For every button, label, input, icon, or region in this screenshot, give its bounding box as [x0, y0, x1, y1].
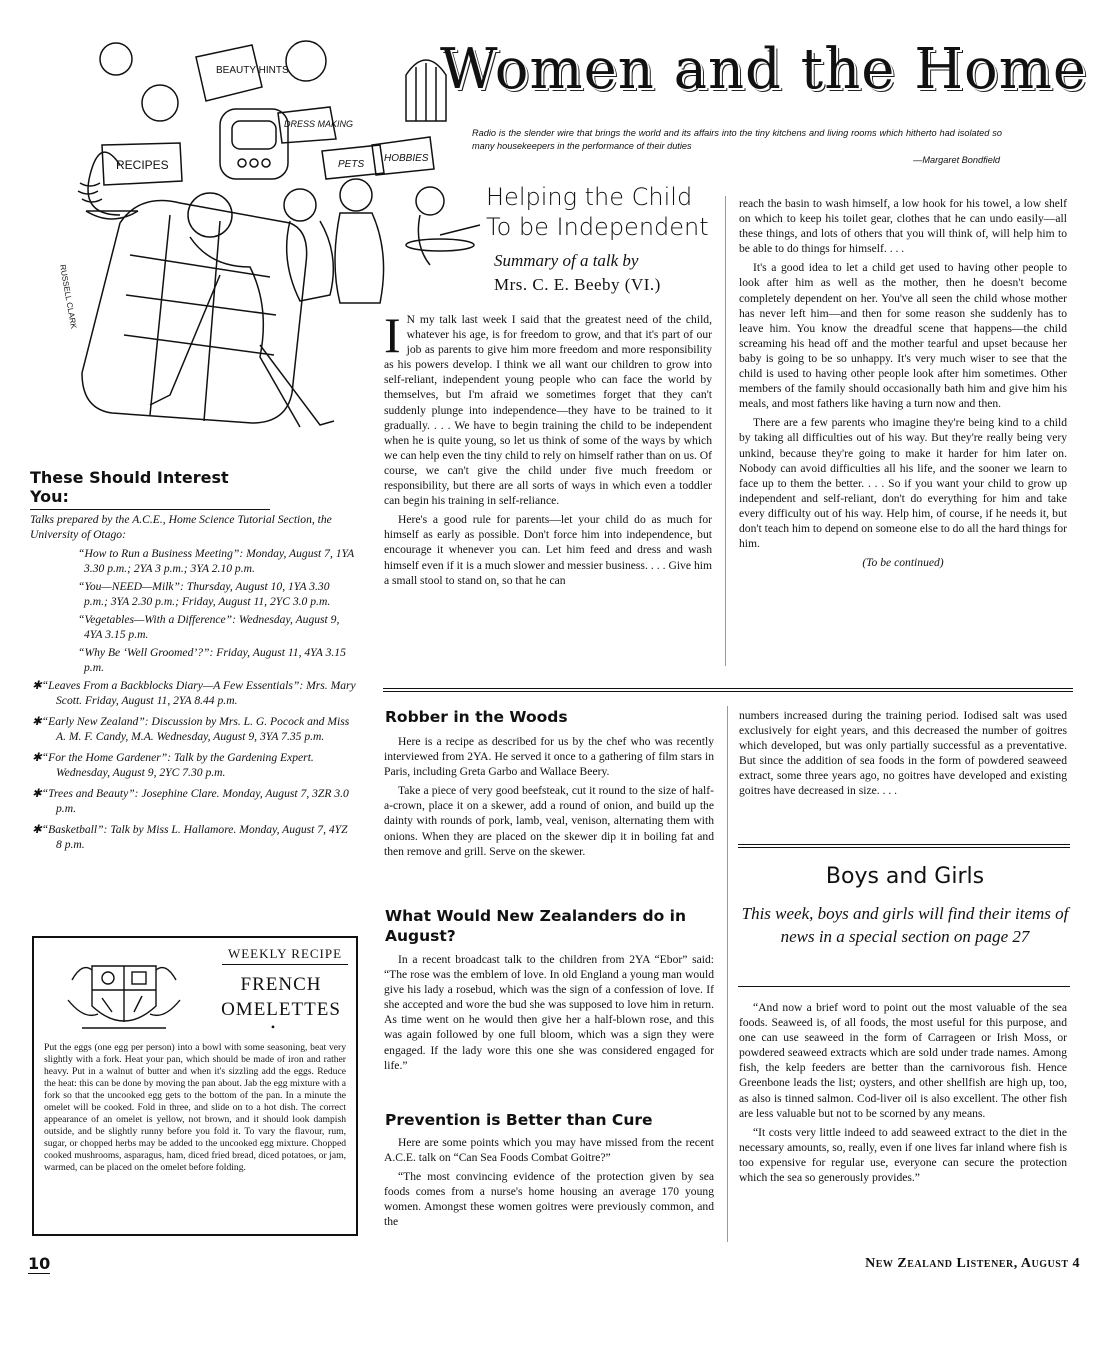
- helping-title-line2: To be Independent: [486, 213, 709, 241]
- boys-girls-body: This week, boys and girls will find their items of news in a special section on page 27: [741, 904, 1069, 946]
- footer-masthead: New Zealand Listener, August 4: [865, 1256, 1080, 1271]
- prevention-continued: [739, 708, 1067, 803]
- interest-heading: These Should Interest You:: [30, 468, 270, 510]
- section-divider: [738, 986, 1070, 987]
- robber-para: Here is a recipe as described for us by the chef who was recently interviewed from 2YA. He served it once to a gathering of film stars in Paris, including Greta Garbo and Wallace Beery.: [384, 735, 714, 779]
- robber-heading: Robber in the Woods: [385, 708, 568, 726]
- prevention-heading: Prevention is Better than Cure: [385, 1111, 653, 1129]
- column-divider: [725, 196, 726, 666]
- prevention-para: Here are some points which you may have missed from the recent A.C.E. talk on “Can Sea Foods Combat Goitre?”: [384, 1136, 714, 1165]
- section-divider: [738, 844, 1070, 848]
- kitchen-crest-icon: [62, 950, 186, 1040]
- seafood-body: [739, 1000, 1067, 1189]
- beauty-sign-label: BEAUTY HINTS: [216, 65, 289, 76]
- artist-signature: RUSSELL CLARK: [58, 263, 79, 330]
- interest-list: [30, 512, 356, 858]
- recipe-bullet: •: [270, 1020, 276, 1034]
- to-be-continued: (To be continued): [862, 556, 944, 570]
- list-item: ✱“Early New Zealand”: Discussion by Mrs. L. G. Pocock and Miss A. M. F. Candy, M.A. Wednesday, August 9, 3YA 7.35 p.m.: [32, 715, 350, 743]
- helping-col2-para: It's a good idea to let a child get used to having other people to look after him as well as the mother, then he doesn't become completely dependent on her. You've all seen the child whose mother has never left him—and then for some reason she suddenly has to leave him. You know the dreadful scene that happens—the child screaming his head off and the mother tearful and upset because her baby is going to be so unhappy. It's very much wiser to see that the child is used to having other people look after him sometimes. Other members of the family should occasionally bath him and give him his meals, and most fathers like having a turn now and then.: [739, 261, 1067, 411]
- list-item: ✱“Leaves From a Backblocks Diary—A Few Essentials”: Mrs. Mary Scott. Friday, August 11, 2YA 8.44 p.m.: [32, 679, 356, 707]
- helping-col2-para: There are a few parents who imagine they're being kind to a child by taking all difficulties out of his way. But they're really being very unkind, because they're going to make it harder for him later on. Nobody can avoid difficulties all his life, and the sooner we learn to face up to them the better. . . . So if you want your child to grow up independent and self-reliant, don't do everything for him and take every difficulty out of his way. Help him, of course, if he needs it, but don't teach him to depend on someone else to do all the hard things for him.: [739, 416, 1067, 551]
- column-divider: [727, 706, 728, 1242]
- recipe-label: WEEKLY RECIPE: [222, 946, 348, 965]
- helping-title-line1: Helping the Child: [486, 183, 693, 211]
- helping-subtitle: Summary of a talk by: [494, 251, 639, 270]
- page-number: 10: [28, 1254, 51, 1273]
- helping-column-2: [739, 196, 1067, 574]
- page-title: Women and the Home: [440, 37, 1087, 102]
- robber-para: Take a piece of very good beefsteak, cut it round to the size of half-a-crown, place it on a skewer, add a round of onion, and build up the dainty with rounds of pork, lamb, veal, venison, alternating them with onions. When they are placed on the skewer dip it in boiling fat and then remove and grill. Serve on the skewer.: [384, 784, 714, 858]
- interest-lead: Talks prepared by the A.C.E., Home Science Tutorial Section, the University of Otago:: [30, 513, 332, 541]
- robber-body: [384, 734, 714, 863]
- boys-girls-title: Boys and Girls: [825, 864, 985, 889]
- list-item: ✱“For the Home Gardener”: Talk by the Gardening Expert. Wednesday, August 9, 2YC 7.30 p.m.: [32, 751, 314, 779]
- pets-sign-label: PETS: [338, 159, 365, 170]
- section-divider: [383, 688, 1073, 692]
- august-heading: What Would New Zealanders do in August?: [385, 907, 687, 945]
- dress-sign-label: DRESS MAKING: [284, 119, 354, 129]
- august-para: In a recent broadcast talk to the children from 2YA “Ebor” said: “The rose was the emblem of love. In old England a young man would give his lady a rosebud, which was the sign of a confession of love. If she accepted and wore the bud she was supposed to love him in return. As time went on he would then give her a half-blown rose, and this was again followed by one full bloom, which was a sign they were engaged. If the lady wore this one she was considered engaged for life.”: [384, 953, 714, 1072]
- list-item: ✱“Trees and Beauty”: Josephine Clare. Monday, August 7, 3ZR 3.0 p.m.: [32, 787, 349, 815]
- prevention-para: “The most convincing evidence of the protection given by sea foods comes from a nurse's home housing an average 170 young women. Amongst these women goitres were previously common, and the: [384, 1170, 714, 1229]
- masthead-quote: Radio is the slender wire that brings the world and its affairs into the tiny kitchens and living rooms which hitherto had isolated so many housekeepers in the performance of their duties: [472, 128, 1002, 151]
- hobbies-sign-label: HOBBIES: [384, 153, 429, 164]
- masthead-attribution: —Margaret Bondfield: [913, 155, 1000, 165]
- recipe-body: Put the eggs (one egg per person) into a bowl with some seasoning, beat very slightly with a fork. Heat your pan, which should be made of iron and rather heavy. Put in a walnut of butter and when it's sizzling add the eggs. Reduce the heat: this can be done by moving the pan about. Jab the egg mixture with a fork so that the uncooked egg gets to the bottom of the pan. In a minute the omelet will be cooked. Fold in three, and slide on to a hot dish. The correct appearance of an omelet is yellow, not brown, and it should look dampish outside, and be slightly runny before you fold it. To vary the flavour, rum, sugar, or chopped herbs may be added to the uncooked egg mixture. Chopped cooked mushrooms, asparagus, ham, diced fried bread, diced potatoes, or jam, warmed, can be placed on the omelet before folding.: [44, 1042, 346, 1173]
- helping-column-1: [384, 307, 712, 592]
- list-item: “Why Be ‘Well Groomed’?”: Friday, August 11, 4YA 3.15 p.m.: [78, 646, 346, 674]
- list-item: “How to Run a Business Meeting”: Monday, August 7, 1YA 3.30 p.m.; 2YA 3 p.m.; 3YA 2.10 p.m.: [78, 547, 355, 575]
- recipe-title-line1: FRENCH: [240, 974, 322, 995]
- recipes-sign-label: RECIPES: [116, 158, 169, 172]
- list-item: ✱“Basketball”: Talk by Miss L. Hallamore. Monday, August 7, 4YZ 8 p.m.: [32, 823, 348, 851]
- prevention-body: [384, 1135, 714, 1234]
- prevention-continued-para: numbers increased during the training period. Iodised salt was used exclusively for eight years, and this decreased the number of goitres which developed, but was only partially successful as a preventative. But since the addition of sea foods in the form of powdered seaweed extract, some three years ago, no goitres have developed and existing goitres have decreased in size. . . .: [739, 709, 1067, 798]
- helping-col1-para: I N my talk last week I said that the greatest need of the child, whatever his age, is for freedom to grow, and that it's part of our job as parents to give him more freedom and more responsibility as his powers develop. I think we all want our children to grow into self-reliant, independent young people who can face the world by themselves, but I'm afraid we sometimes forget that they can't suddenly plunge into independence—they have to be trained to it gradually. . . . We have to begin training the child to be independent when he is quite young, so let us think of some of the ways by which we can help even the tiny child to rely on himself rather than on us. Of course, we can't give the child under five much freedom or responsibility, but there are all sorts of ways in which even a toddler can begin his training in self-reliance.: [384, 307, 712, 508]
- drop-cap: I: [384, 307, 401, 363]
- recipe-title-line2: OMELETTES: [221, 999, 341, 1020]
- recipe-title: [206, 972, 356, 1022]
- helping-col1-para: Here's a good rule for parents—let your child do as much for himself as early as possible. Don't force him into independence, but encourage it whenever you can. Let him feed and dress and wash himself even if it is a much slower and messier business. . . . Give him a small stool to stand on, so that he can: [384, 513, 712, 587]
- list-item: “Vegetables—With a Difference”: Wednesday, August 9, 4YA 3.15 p.m.: [78, 613, 340, 641]
- seafood-para: “It costs very little indeed to add seaweed extract to the diet in the necessary amounts, so, really, even if one lives far inland where fish is too expensive for regular use, everyone can secure the protection which the sea so generously provides.”: [739, 1125, 1067, 1185]
- august-body: [384, 952, 714, 1077]
- seafood-para: “And now a brief word to point out the most valuable of the sea foods. Seaweed is, of all foods, the most useful for this purpose, and one can use seaweed in the form of Carrageen or Irish Moss, or powdered seaweed extracts which are sold under trade names. Among fish, the kelp feeders are better than the carnivorous fish. Hence Greenbone leads the list; oysters, and other shellfish are high up, too, as also is tinned salmon. Cod-liver oil is also excellent. The other fish are less valuable but not to be scorned by any means.: [739, 1001, 1067, 1120]
- helping-title: [486, 182, 716, 242]
- list-item: “You—NEED—Milk”: Thursday, August 10, 1YA 3.30 p.m.; 3YA 2.30 p.m.; Friday, August 11, 2YC 3.0 p.m.: [78, 580, 331, 608]
- helping-col2-para: reach the basin to wash himself, a low hook for his towel, a low shelf on which to keep his toilet gear, clothes that he can undo easily—all these things, and lots of others that you will think of, will help him to be able to do things for himself. . . .: [739, 197, 1067, 256]
- helping-author: Mrs. C. E. Beeby (VI.): [494, 275, 661, 294]
